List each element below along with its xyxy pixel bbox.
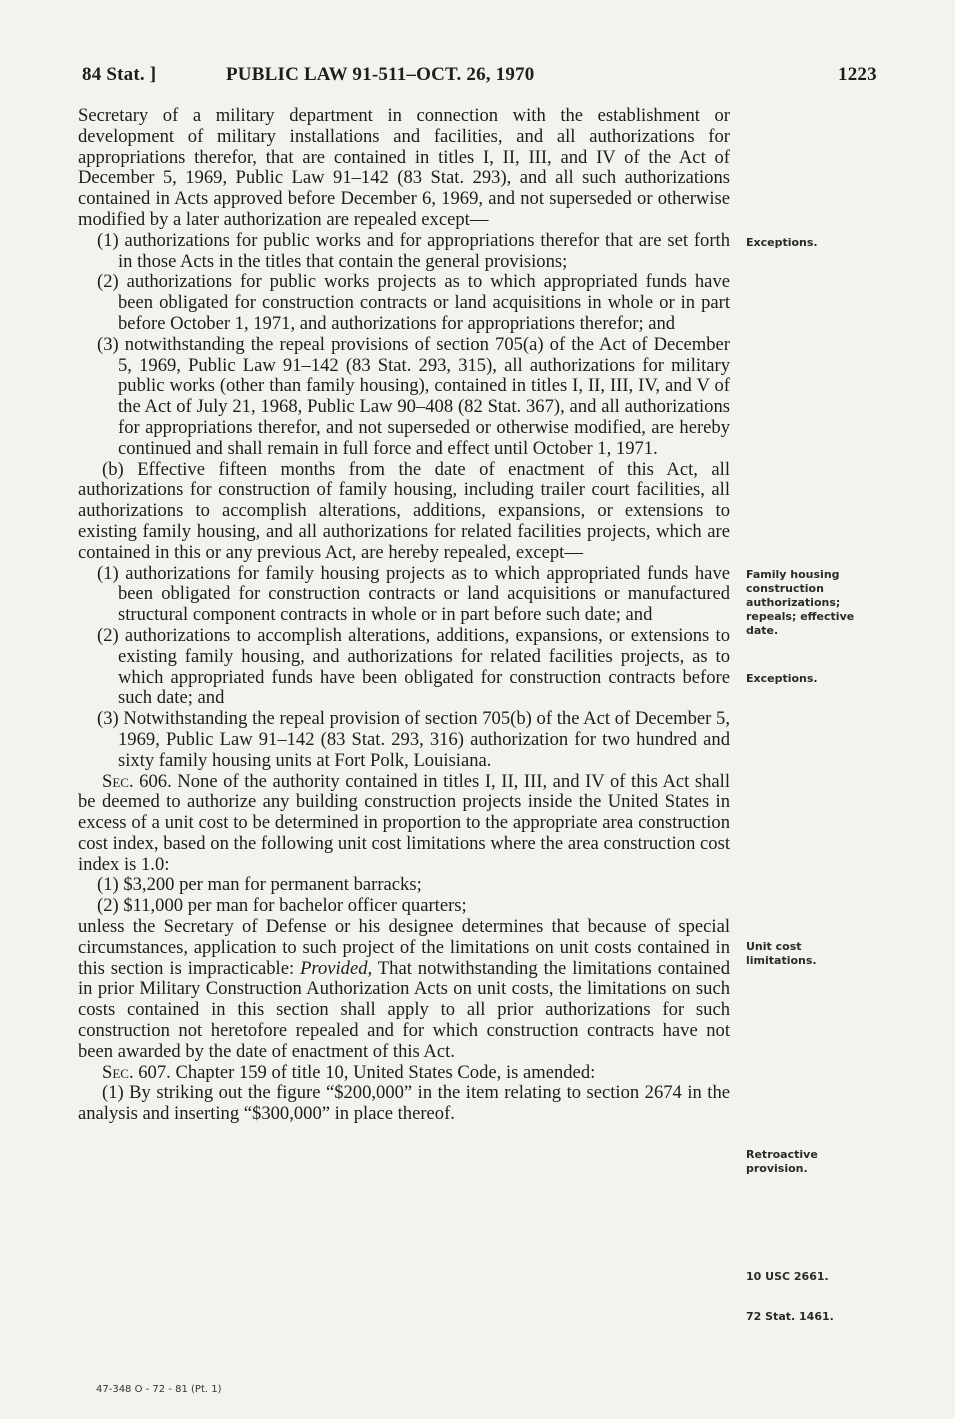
header-statute-ref: 84 Stat. ]	[82, 64, 157, 85]
list-item: (3) Notwithstanding the repeal provision of section 705(b) of the Act of December 5, 1969, Public Law 91–142 (83 Stat. 293, 316) authorization for two hundred and sixty family housing units at Fort Polk, Louisiana.	[97, 708, 730, 771]
paragraph-family-housing: (b) Effective fifteen months from the date of enactment of this Act, all authorizations for construction of family housing, including trailer court facilities, all authorizations to accomplish alterations, additions, expansions, or extensions to existing family housing, and all authorizations for related facilities projects, which are contained in this or any previous Act, are hereby repealed, except—	[78, 458, 730, 563]
margin-note-exceptions: Exceptions.	[746, 236, 818, 249]
continuation-text: That notwithstanding the limitations contained in prior Military Construction Authorization Acts on unit costs, the limitations on such costs contained in this section shall apply to all prior authorizations for such construction not heretofore repealed and for which construction contracts have not been awarded by the date of enactment of this Act.	[78, 957, 731, 1062]
margin-note-exceptions-2: Exceptions.	[746, 672, 818, 685]
section-606-text: 606. None of the authority contained in titles I, II, III, and IV of this Act shall be deemed to authorize any building construction projects inside the United States in excess of a unit cost to be determined in proportion to the appropriate area construction cost index, based on the following unit cost limitations where the area construction cost index is 1.0:	[78, 770, 730, 875]
list-item: (1) authorizations for public works and for appropriations therefor that are set forth in those Acts in the titles that contain the general provisions;	[97, 229, 730, 272]
page-number: 1223	[838, 64, 877, 85]
header-title: PUBLIC LAW 91-511–OCT. 26, 1970	[226, 64, 535, 85]
section-606-continuation	[78, 917, 730, 1063]
footer-print-code: 47-348 O - 72 - 81 (Pt. 1)	[96, 1384, 222, 1395]
section-label: Sec.	[102, 1061, 134, 1083]
margin-note-unit-cost: Unit cost limitations.	[746, 940, 817, 967]
margin-note-stat: 72 Stat. 1461.	[746, 1310, 834, 1323]
section-607-text: 607. Chapter 159 of title 10, United States Code, is amended:	[133, 1061, 596, 1083]
margin-note-usc: 10 USC 2661.	[746, 1270, 829, 1283]
section-607	[78, 1063, 730, 1084]
list-item: (1) authorizations for family housing projects as to which appropriated funds have been obligated for construction contracts or land acquisitions or manufactured structural component contracts in whole or in part before such date; and	[97, 562, 730, 626]
margin-note-family-housing: Family housing construction authorizations; repeals; effective date.	[746, 568, 855, 637]
body-text	[78, 106, 730, 1125]
list-item: (3) notwithstanding the repeal provisions of section 705(a) of the Act of December 5, 1969, Public Law 91–142 (83 Stat. 293, 315), all authorizations for military public works (other than family housing), contained in titles I, II, III, IV, and V of the Act of July 21, 1968, Public Law 90–408 (82 Stat. 367), and all authorizations for appropriations therefor, and not superseded or otherwise modified, are hereby continued and shall remain in full force and effect until October 1, 1971.	[97, 333, 730, 459]
section-606	[78, 772, 730, 876]
paragraph-repeal: Secretary of a military department in connection with the establishment or development of military installations and facilities, and all authorizations for appropriations therefor, that are contained in titles I, II, III, and IV of the Act of December 5, 1969, Public Law 91–142 (83 Stat. 293), and all such authorizations contained in Acts approved before December 6, 1969, and not superseded or otherwise modified by a later authorization are repealed except—	[78, 105, 730, 230]
provided-term: Provided,	[300, 957, 373, 979]
margin-note-retroactive: Retroactive provision.	[746, 1148, 818, 1175]
list-item: (1) By striking out the figure “$200,000” in the item relating to section 2674 in the analysis and inserting “$300,000” in place thereof.	[78, 1082, 730, 1125]
list-item: (1) $3,200 per man for permanent barracks;	[97, 874, 422, 896]
continuation-text: unless the Secretary of Defense or his designee determines that because of special circumstances, application to such project of the limitations on unit costs contained in this section is impracticable:	[78, 916, 730, 979]
list-item: (2) authorizations to accomplish alterations, additions, expansions, or extensions to existing family housing, and authorizations for related facilities projects, as to which appropriated funds have been obligated for construction contracts before such date; and	[97, 624, 730, 709]
list-item: (2) authorizations for public works projects as to which appropriated funds have been obligated for construction contracts or land acquisitions in whole or in part before October 1, 1971, and authorizations for appropriations therefor; and	[97, 271, 730, 334]
section-label: Sec.	[102, 770, 134, 792]
list-item: (2) $11,000 per man for bachelor officer quarters;	[97, 895, 467, 917]
